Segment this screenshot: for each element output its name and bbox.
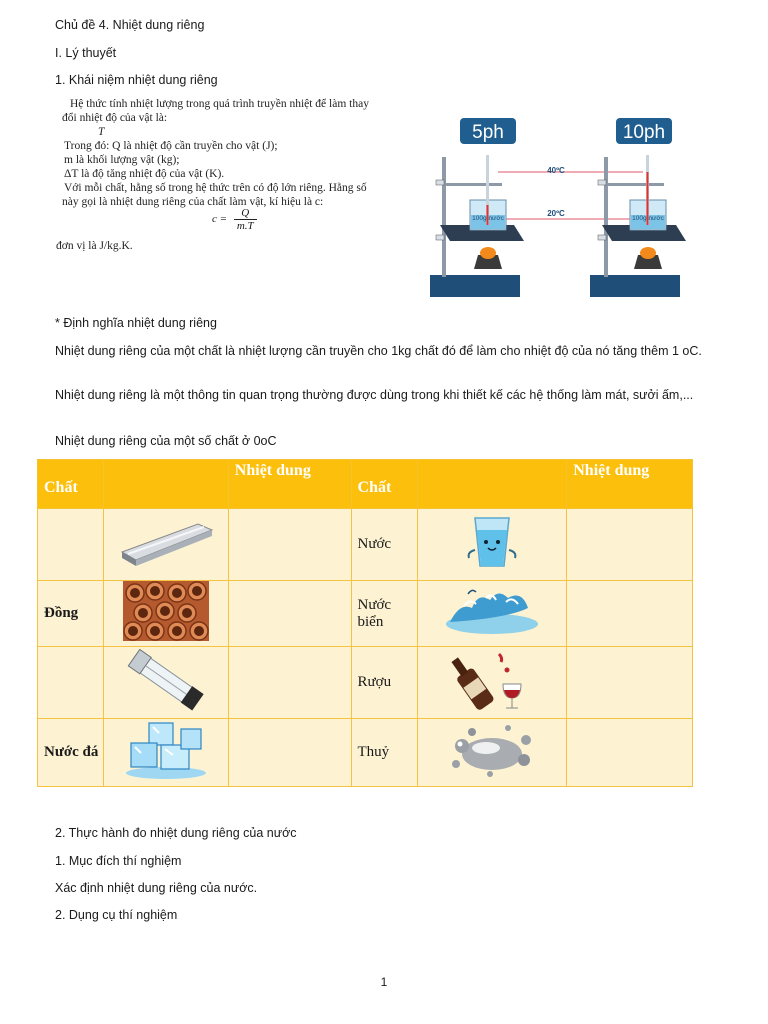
formula-fraction xyxy=(234,207,257,232)
table-header-row xyxy=(38,460,693,509)
page-number: 1 xyxy=(380,975,388,989)
table-row xyxy=(38,581,693,647)
apparatus-right xyxy=(590,155,686,297)
substance-name: Thuỷ xyxy=(351,719,418,787)
header-heat-capacity-1: Nhiệt dung xyxy=(228,460,351,509)
heat-capacity-value xyxy=(567,509,693,581)
table-row xyxy=(38,719,693,787)
specific-heat-formula xyxy=(212,207,257,232)
water-glass-image xyxy=(418,509,567,581)
header-image-2 xyxy=(418,460,567,509)
sea-wave-image xyxy=(418,581,567,647)
substance-name xyxy=(38,647,104,719)
page-title: Chủ đề 4. Nhiệt dung riêng xyxy=(55,18,205,32)
table-caption: Nhiệt dung riêng của một số chất ở 0oC xyxy=(55,434,277,448)
scan-line: Trong đó: Q là nhiệt độ cần truyền cho vật (J); xyxy=(64,140,278,152)
scan-line: Hệ thức tính nhiệt lượng trong quá trình truyền nhiệt để làm thay xyxy=(70,98,369,110)
temp-label-high: 40ºC xyxy=(547,166,565,175)
copper-pipes-image xyxy=(103,581,228,647)
apparatus-left xyxy=(430,155,524,297)
heat-capacity-value xyxy=(567,581,693,647)
scan-line: m là khối lượng vật (kg); xyxy=(64,154,180,166)
heat-capacity-value xyxy=(567,719,693,787)
time-label-5ph: 5ph xyxy=(472,122,504,143)
heat-capacity-value xyxy=(228,581,351,647)
time-label-10ph: 10ph xyxy=(622,122,666,143)
equipment-heading: 2. Dụng cụ thí nghiệm xyxy=(55,908,178,922)
glass-fuse-image xyxy=(103,647,228,719)
header-image-1 xyxy=(103,460,228,509)
substance-name: Rượu xyxy=(351,647,418,719)
purpose-heading: 1. Mục đích thí nghiệm xyxy=(55,854,182,868)
section-heading-theory: I. Lý thuyết xyxy=(55,46,117,60)
table-row xyxy=(38,647,693,719)
section-heading-practice: 2. Thực hành đo nhiệt dung riêng của nước xyxy=(55,826,297,840)
definition-text: Nhiệt dung riêng của một chất là nhiệt lượng cần truyền cho 1kg chất đó để làm cho nhiệt độ của nó tăng thêm 1 oC. xyxy=(55,344,702,358)
substance-name xyxy=(38,509,104,581)
scan-line: ΔT là độ tăng nhiệt độ của vật (K). xyxy=(64,168,225,180)
scan-line: này gọi là nhiệt dung riêng của chất làm vật, kí hiệu là c: xyxy=(62,196,324,208)
wine-bottle-image xyxy=(418,647,567,719)
subheading-concept: 1. Khái niệm nhiệt dung riêng xyxy=(55,73,218,87)
specific-heat-table xyxy=(37,459,693,787)
substance-name: Nước đá xyxy=(38,719,104,787)
substance-name: Nước xyxy=(351,509,418,581)
usage-text: Nhiệt dung riêng là một thông tin quan trọng thường được dùng trong khi thiết kế các hệ thống làm mát, sưởi ấm,... xyxy=(55,388,694,402)
purpose-text: Xác định nhiệt dung riêng của nước. xyxy=(55,881,258,895)
ice-cubes-image xyxy=(103,719,228,787)
substance-name: Nước biển xyxy=(351,581,418,647)
heat-capacity-value xyxy=(228,509,351,581)
scan-line: đổi nhiệt độ của vật là: xyxy=(62,112,168,124)
heat-capacity-value xyxy=(228,719,351,787)
definition-heading: * Định nghĩa nhiệt dung riêng xyxy=(55,316,217,330)
mercury-drops-image xyxy=(418,719,567,787)
header-heat-capacity-2: Nhiệt dung xyxy=(567,460,693,509)
beaker-label-left: 100g nước xyxy=(472,215,504,222)
formula-lhs: c = xyxy=(212,213,228,226)
aluminium-profile-image xyxy=(103,509,228,581)
heat-capacity-value xyxy=(228,647,351,719)
scan-line: T xyxy=(98,126,105,138)
scan-line: Với mỗi chất, hằng số trong hệ thức trên có độ lớn riêng. Hằng số xyxy=(64,182,367,194)
scan-line: đơn vị là J/kg.K. xyxy=(56,240,133,252)
heat-capacity-value xyxy=(567,647,693,719)
beaker-label-right: 100g nước xyxy=(632,215,664,222)
formula-denominator: m.T xyxy=(236,220,254,232)
header-substance-2: Chất xyxy=(351,460,418,509)
heating-experiment-diagram xyxy=(428,115,698,300)
temp-label-low: 20ºC xyxy=(547,209,565,218)
substance-name: Đồng xyxy=(38,581,104,647)
table-row xyxy=(38,509,693,581)
formula-numerator: Q xyxy=(234,207,257,220)
header-substance-1: Chất xyxy=(38,460,104,509)
